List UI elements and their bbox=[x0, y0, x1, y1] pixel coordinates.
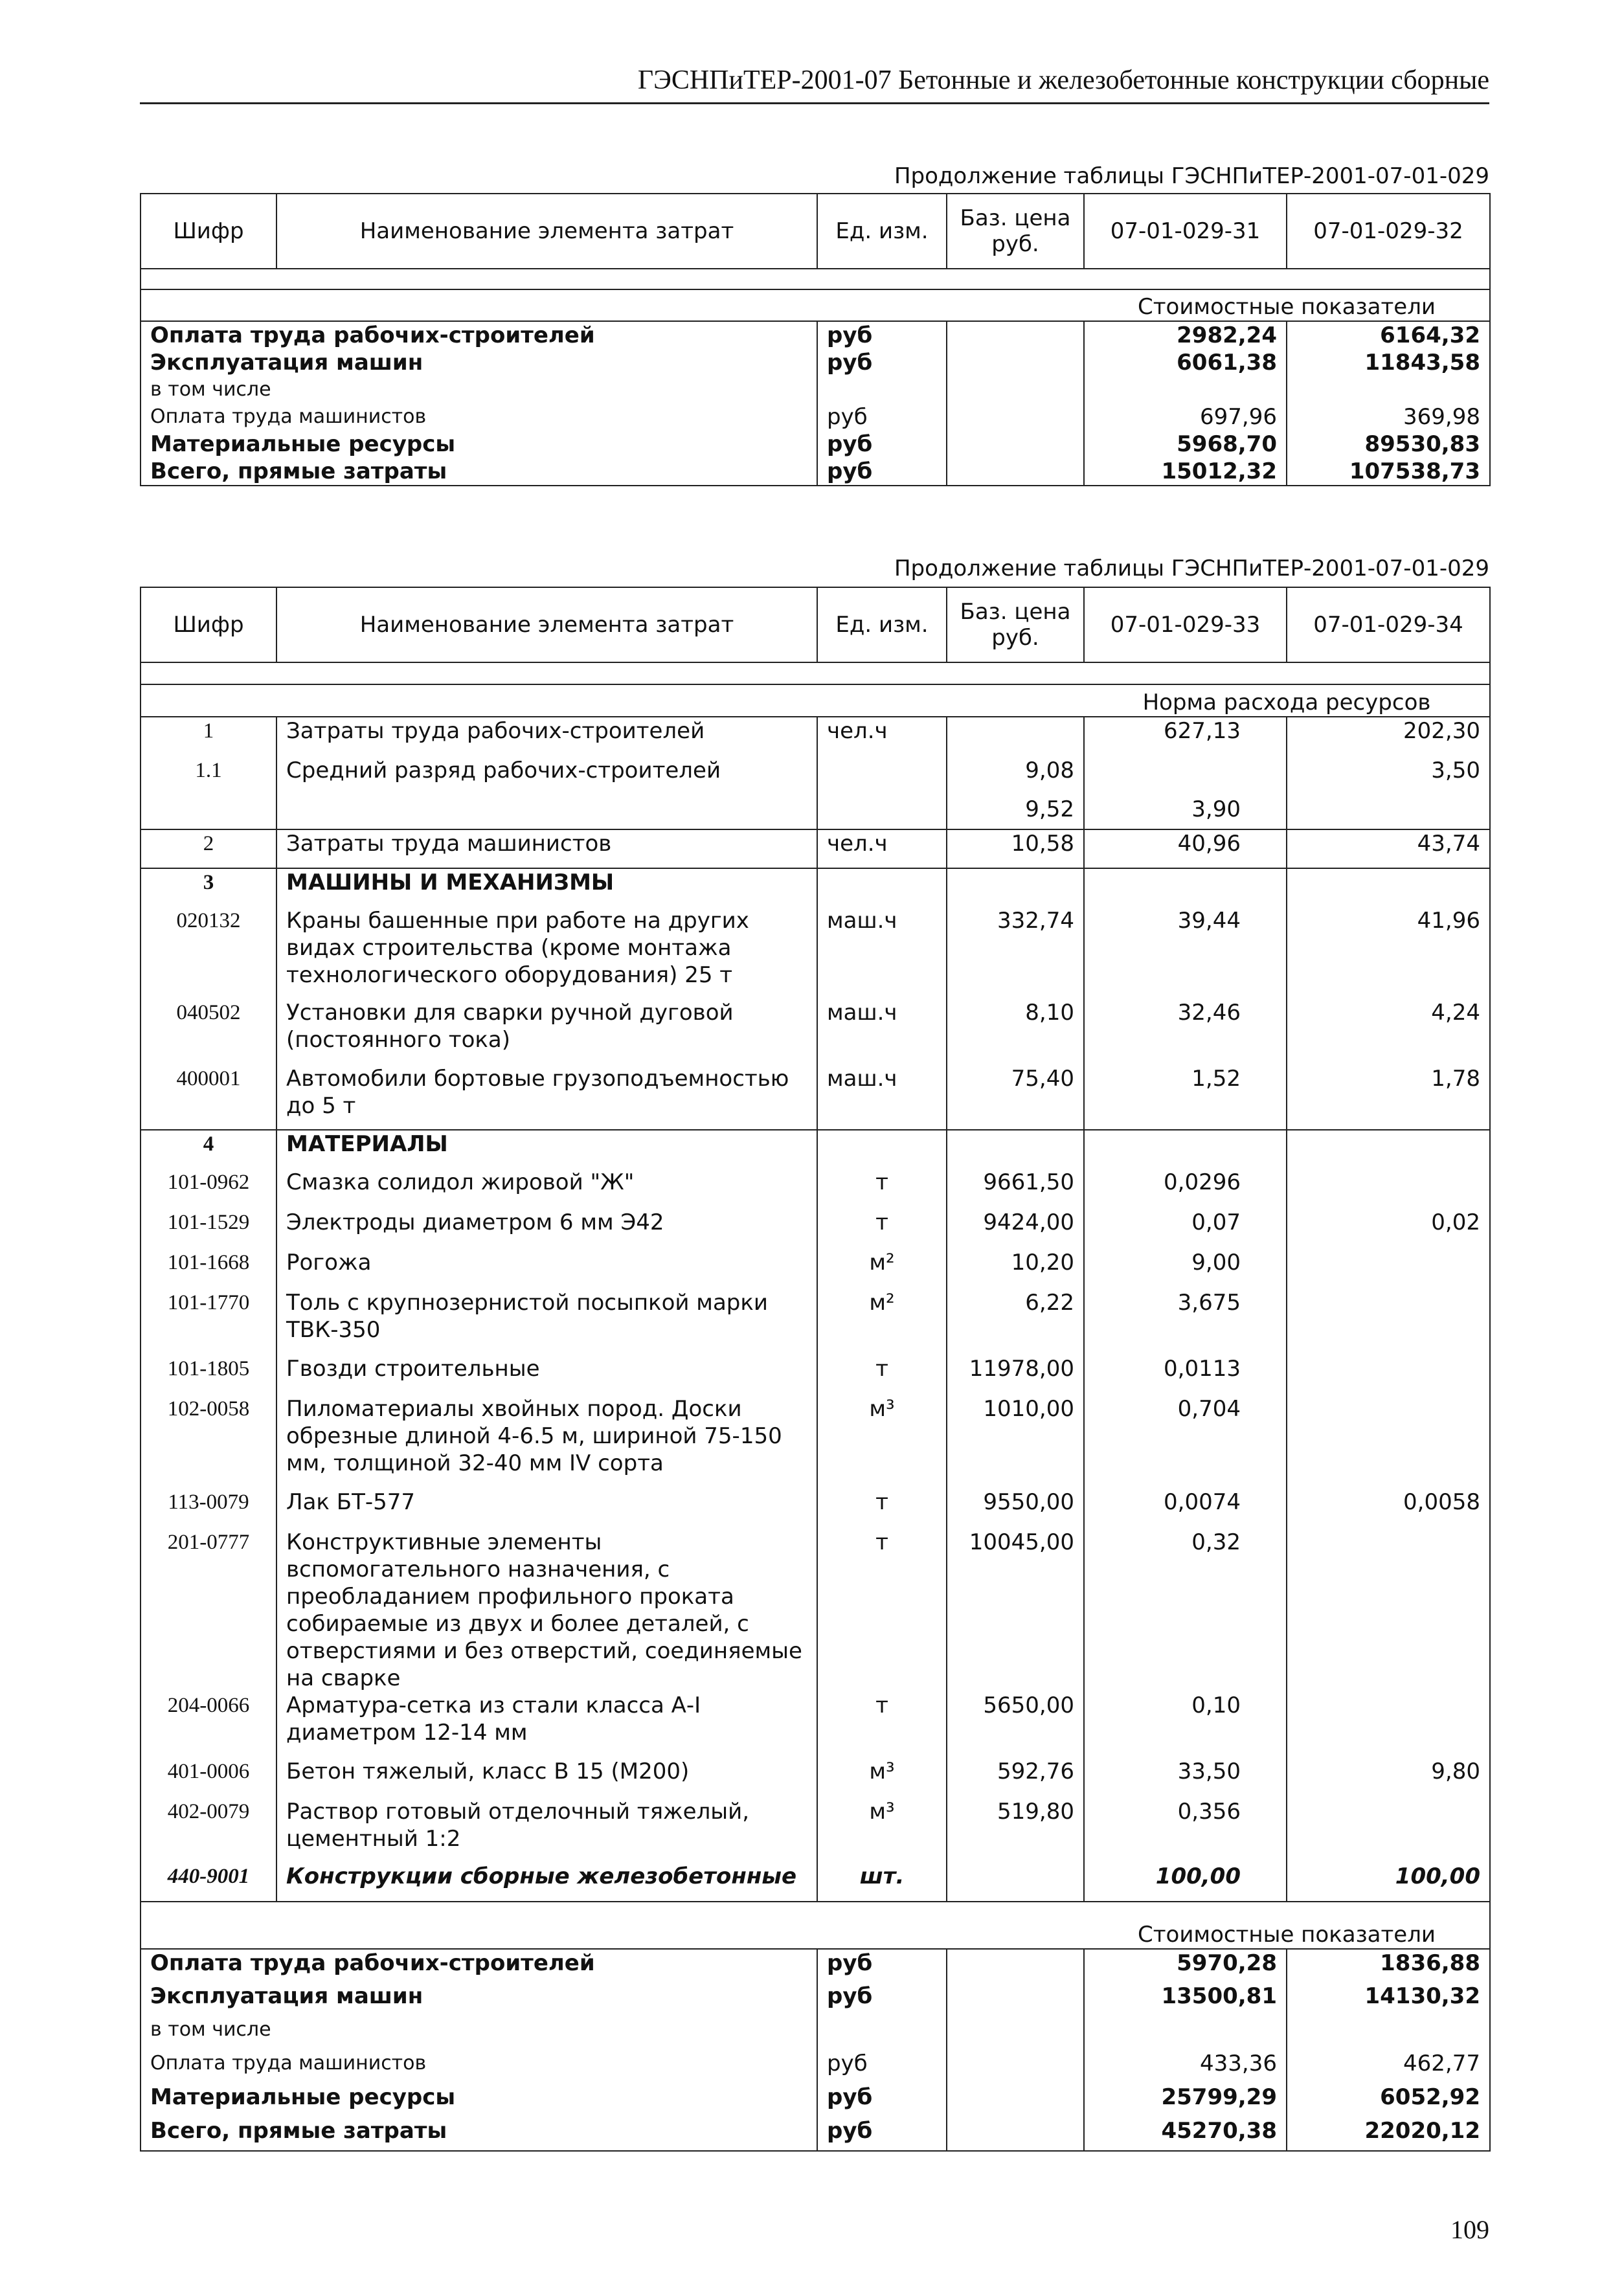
table-row: 101-1668 Рогожа м² 10,20 9,00 bbox=[141, 1249, 1490, 1289]
col-code-header: Шифр bbox=[141, 194, 276, 269]
col-price-header: Баз. цена руб. bbox=[947, 194, 1084, 269]
table-row: Материальные ресурсы руб 5968,70 89530,83 bbox=[141, 431, 1490, 458]
table-row: 113-0079 Лак БТ-577 т 9550,00 0,0074 0,0058 bbox=[141, 1489, 1490, 1529]
col-name-header: Наименование элемента затрат bbox=[276, 587, 817, 662]
table-row: 9,52 3,90 bbox=[141, 796, 1490, 829]
table-row: 101-1805 Гвозди строительные т 11978,00 0,0113 bbox=[141, 1355, 1490, 1395]
col-unit-header: Ед. изм. bbox=[817, 587, 947, 662]
table-row: Оплата труда рабочих-строителей руб 2982,24 6164,32 bbox=[141, 321, 1490, 349]
table-row: 102-0058 Пиломатериалы хвойных пород. Доски обрезные длиной 4-6.5 м, шириной 75-150 мм, толщиной 32-40 мм IV сорта м³ 1010,00 0,704 bbox=[141, 1395, 1490, 1489]
table2 bbox=[140, 587, 1489, 2152]
table-row: Оплата труда машинистов руб 697,96 369,98 bbox=[141, 403, 1490, 431]
table-row: 401-0006 Бетон тяжелый, класс В 15 (М200) м³ 592,76 33,50 9,80 bbox=[141, 1758, 1490, 1798]
table-row: 2 Затраты труда машинистов чел.ч 10,58 40,96 43,74 bbox=[141, 829, 1490, 868]
table-row: 4 МАТЕРИАЛЫ bbox=[141, 1130, 1490, 1169]
table-row: Всего, прямые затраты руб 15012,32 107538,73 bbox=[141, 458, 1490, 486]
col-name-header: Наименование элемента затрат bbox=[276, 194, 817, 269]
table-row: 020132 Краны башенные при работе на других видах строительства (кроме монтажа технологического оборудования) 25 т маш.ч 332,74 39,44 41,96 bbox=[141, 907, 1490, 999]
table-row: 101-1770 Толь с крупнозернистой посыпкой марки ТВК-350 м² 6,22 3,675 bbox=[141, 1289, 1490, 1355]
col-b-header: 07-01-029-34 bbox=[1287, 587, 1490, 662]
table2-band: Норма расхода ресурсов bbox=[1084, 684, 1490, 717]
col-code-header: Шифр bbox=[141, 587, 276, 662]
table-row: 204-0066 Арматура-сетка из стали класса А-I диаметром 12-14 мм т 5650,00 0,10 bbox=[141, 1692, 1490, 1758]
table-row: Материальные ресурсы руб 25799,29 6052,92 bbox=[141, 2084, 1490, 2117]
col-unit-header: Ед. изм. bbox=[817, 194, 947, 269]
table2-band2: Стоимостные показатели bbox=[1084, 1902, 1490, 1948]
table-row: 440-9001 Конструкции сборные железобетонные шт. 100,00 100,00 bbox=[141, 1863, 1490, 1902]
header-rule bbox=[140, 102, 1489, 104]
table1-band: Стоимостные показатели bbox=[1084, 289, 1490, 321]
table-row: 1.1 Средний разряд рабочих-строителей 9,08 3,50 bbox=[141, 757, 1490, 796]
table-row: 1 Затраты труда рабочих-строителей чел.ч 627,13 202,30 bbox=[141, 717, 1490, 757]
table-row: 101-0962 Смазка солидол жировой "Ж" т 9661,50 0,0296 bbox=[141, 1169, 1490, 1209]
table-row: 101-1529 Электроды диаметром 6 мм Э42 т 9424,00 0,07 0,02 bbox=[141, 1209, 1490, 1249]
table-row: в том числе bbox=[141, 2016, 1490, 2050]
table-row: Эксплуатация машин руб 6061,38 11843,58 bbox=[141, 349, 1490, 376]
table-row: Эксплуатация машин руб 13500,81 14130,32 bbox=[141, 1983, 1490, 2016]
table-row: 400001 Автомобили бортовые грузоподъемностью до 5 т маш.ч 75,40 1,52 1,78 bbox=[141, 1065, 1490, 1130]
table-row: в том числе bbox=[141, 376, 1490, 403]
table-row: Оплата труда машинистов руб 433,36 462,77 bbox=[141, 2050, 1490, 2084]
table1-caption: Продолжение таблицы ГЭСНПиТЕР-2001-07-01-029 bbox=[894, 163, 1489, 189]
table-row: 3 МАШИНЫ И МЕХАНИЗМЫ bbox=[141, 868, 1490, 907]
table-row: Оплата труда рабочих-строителей руб 5970,28 1836,88 bbox=[141, 1949, 1490, 1983]
page-number: 109 bbox=[1450, 2215, 1489, 2244]
table-row: 040502 Установки для сварки ручной дуговой (постоянного тока) маш.ч 8,10 32,46 4,24 bbox=[141, 999, 1490, 1065]
col-a-header: 07-01-029-31 bbox=[1084, 194, 1287, 269]
table-row: 402-0079 Раствор готовый отделочный тяжелый, цементный 1:2 м³ 519,80 0,356 bbox=[141, 1798, 1490, 1863]
col-b-header: 07-01-029-32 bbox=[1287, 194, 1490, 269]
col-a-header: 07-01-029-33 bbox=[1084, 587, 1287, 662]
table1 bbox=[140, 193, 1489, 486]
table-row: Всего, прямые затраты руб 45270,38 22020,12 bbox=[141, 2117, 1490, 2151]
table-row: 201-0777 Конструктивные элементы вспомогательного назначения, с преобладанием профильного проката собираемые из двух и более деталей, с отверстиями и без отверстий, соединяемые на сварке т 10045,00 0,32 bbox=[141, 1529, 1490, 1692]
col-price-header: Баз. цена руб. bbox=[947, 587, 1084, 662]
page-header-title: ГЭСНПиТЕР-2001-07 Бетонные и железобетонные конструкции сборные bbox=[637, 65, 1489, 95]
table2-caption: Продолжение таблицы ГЭСНПиТЕР-2001-07-01-029 bbox=[894, 556, 1489, 581]
